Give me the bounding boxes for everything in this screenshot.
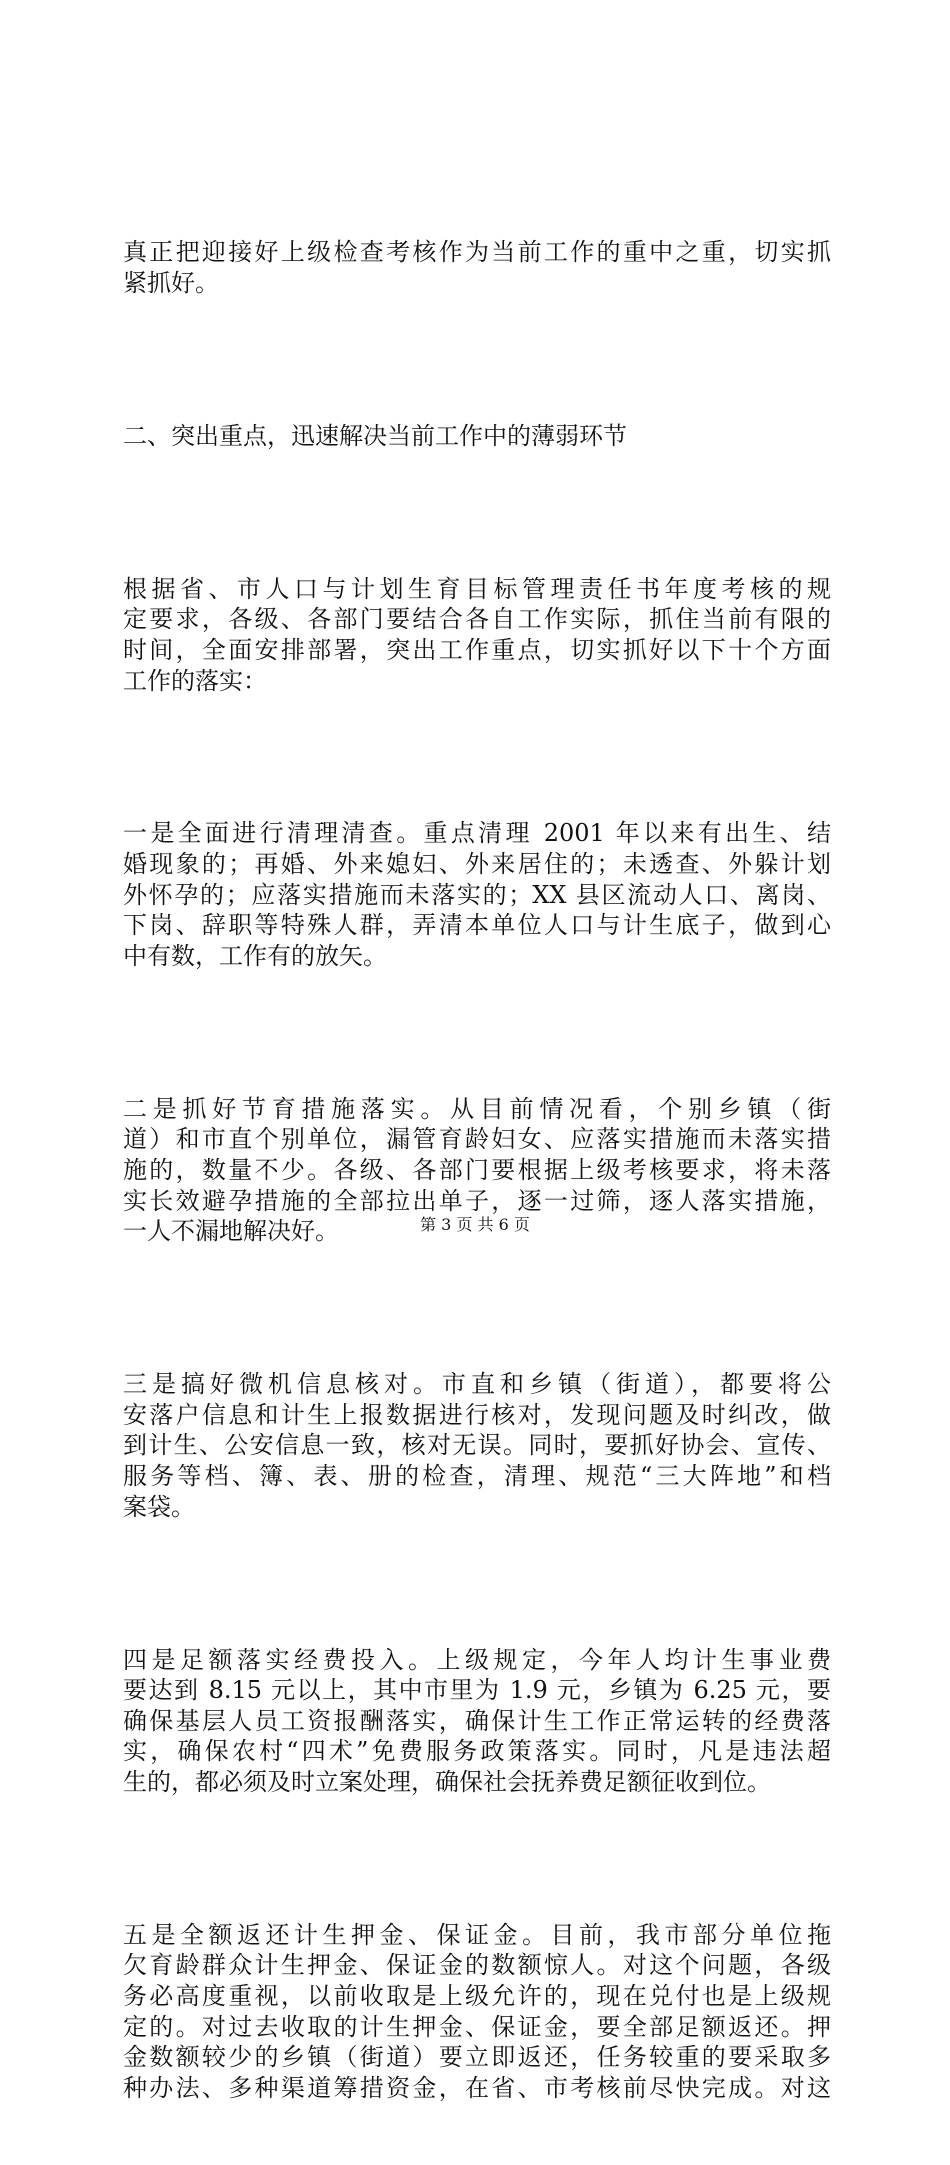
- paragraph-5: [123, 1308, 831, 1583]
- text-line: 生的，都必须及时立案处理，确保社会抚养费足额征收到位。: [123, 1767, 771, 1796]
- text-line: 下岗、辞职等特殊人群，弄清本单位人口与计生底子，做到心: [123, 911, 831, 940]
- text-line: 二是抓好节育措施落实。从目前情况看，个别乡镇（街: [123, 1094, 831, 1123]
- text-line: 真正把迎接好上级检查考核作为当前工作的重中之重，切实抓: [123, 238, 831, 267]
- paragraph-4: [123, 1033, 831, 1308]
- text-line: 工作的落实：: [123, 666, 267, 695]
- paragraph-7: [123, 1859, 831, 2165]
- text-line: 四是足额落实经费投入。上级规定，今年人均计生事业费: [123, 1645, 831, 1674]
- page-footer: [0, 1212, 950, 1235]
- text-line: 一是全面进行清理清查。重点清理 2001 年以来有出生、结: [123, 819, 831, 848]
- paragraph-6: [123, 1583, 831, 1858]
- text-line: 要达到 8.15 元以上，其中市里为 1.9 元，乡镇为 6.25 元，要: [123, 1676, 831, 1705]
- text-line: 施的，数量不少。各级、各部门要根据上级考核要求，将未落: [123, 1156, 831, 1184]
- text-line: 五是全额返还计生押金、保证金。目前，我市部分单位拖: [123, 1920, 831, 1949]
- text-line: 时间，全面安排部署，突出工作重点，切实抓好以下十个方面: [123, 635, 831, 664]
- text-line: 中有数，工作有的放矢。: [123, 941, 387, 970]
- text-line: 金数额较少的乡镇（街道）要立即返还，任务较重的要采取多: [123, 2043, 831, 2072]
- text-line: 服务等档、簿、表、册的检查，清理、规范“三大阵地”和档: [123, 1461, 831, 1490]
- text-line: 一人不漏地解决好。: [123, 1217, 339, 1246]
- text-line: 婚现象的；再婚、外来媳妇、外来居住的；未透查、外躲计划: [123, 850, 831, 879]
- text-line: 道）和市直个别单位，漏管育龄妇女、应落实措施而未落实措: [123, 1125, 831, 1154]
- text-line: 外怀孕的；应落实措施而未落实的；XX 县区流动人口、离岗、: [123, 880, 831, 909]
- paragraph-3: [123, 757, 831, 1032]
- text-line: 定的。对过去收取的计生押金、保证金，要全部足额返还。押: [123, 2012, 831, 2041]
- paragraph-0: [123, 176, 831, 360]
- text-line: 定要求，各级、各部门要结合各自工作实际，抓住当前有限的: [123, 605, 831, 634]
- text-line: 实长效避孕措施的全部拉出单子，逐一过筛，逐人落实措施，: [123, 1186, 831, 1215]
- text-line: 实，确保农村“四术”免费服务政策落实。同时，凡是违法超: [123, 1737, 831, 1766]
- paragraph-2: [123, 513, 831, 758]
- document-body: [123, 176, 831, 2165]
- text-line: 安落户信息和计生上报数据进行核对，发现问题及时纠改，做: [123, 1400, 831, 1429]
- text-line: 案袋。: [123, 1492, 195, 1521]
- text-line: 紧抓好。: [123, 268, 219, 297]
- text-line: 根据省、市人口与计划生育目标管理责任书年度考核的规: [123, 574, 831, 603]
- text-line: 到计生、公安信息一致，核对无误。同时，要抓好协会、宣传、: [123, 1431, 831, 1460]
- text-line: 种办法、多种渠道筹措资金，在省、市考核前尽快完成。对这: [123, 2073, 831, 2102]
- text-line: 三是搞好微机信息核对。市直和乡镇（街道），都要将公: [123, 1370, 831, 1399]
- text-line: 确保基层人员工资报酬落实，确保计生工作正常运转的经费落: [123, 1706, 831, 1735]
- text-line: 务必高度重视，以前收取是上级允许的，现在兑付也是上级规: [123, 1982, 831, 2011]
- section-heading: [123, 360, 831, 513]
- page-number-label: 第 3 页 共 6 页: [420, 1215, 530, 1234]
- text-line: 欠育龄群众计生押金、保证金的数额惊人。对这个问题，各级: [123, 1951, 831, 1980]
- text-line: 二、突出重点，迅速解决当前工作中的薄弱环节: [123, 421, 627, 450]
